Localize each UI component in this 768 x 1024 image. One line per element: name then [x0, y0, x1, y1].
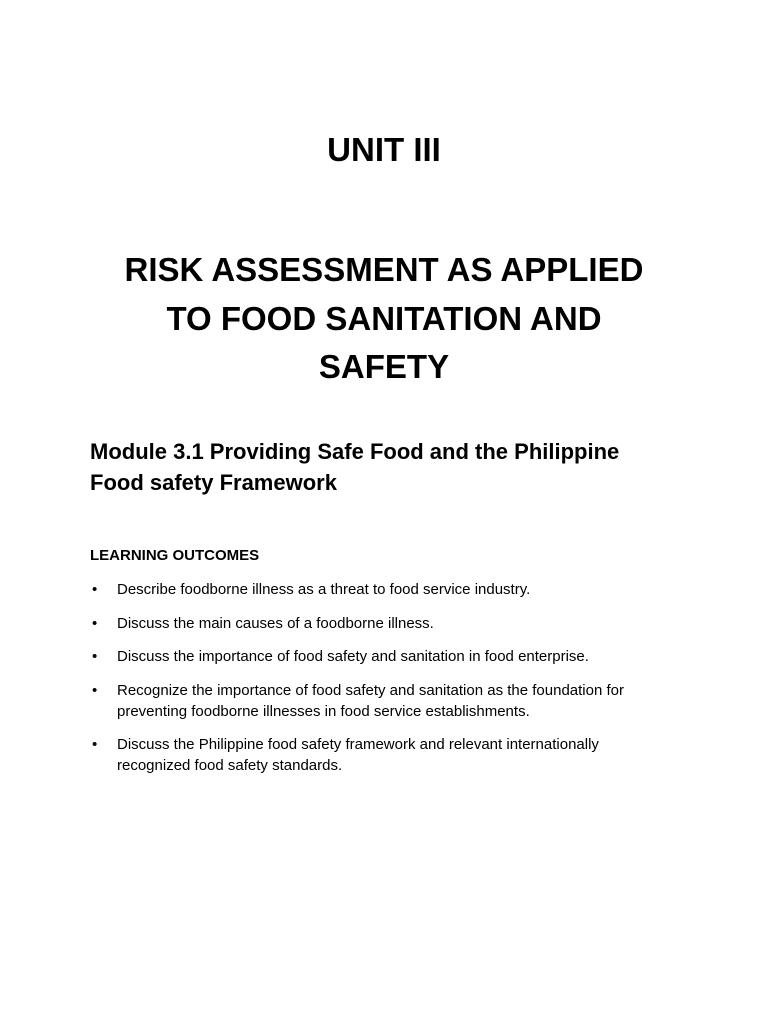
outcome-text-line: Recognize the importance of food safety and sanitation as the foundation for [117, 681, 624, 699]
main-title-line: RISK ASSESSMENT AS APPLIED [124, 251, 644, 288]
main-title-line: TO FOOD SANITATION AND [166, 299, 602, 337]
bullet-icon: • [92, 648, 98, 665]
learning-outcome-item [90, 734, 650, 776]
main-title-line: SAFETY [318, 348, 450, 385]
outcome-text-line: recognized food safety standards. [117, 757, 343, 774]
outcome-text-line: Discuss the importance of food safety and sanitation in food enterprise. [117, 648, 589, 665]
outcome-text-line: Describe foodborne illness as a threat to food service industry. [117, 581, 531, 598]
module-title-line: Module 3.1 Providing Safe Food and the Philippine [90, 439, 620, 464]
learning-outcomes-list [90, 579, 650, 789]
learning-outcome-item [90, 680, 650, 722]
module-title-line: Food safety Framework [90, 470, 337, 495]
bullet-icon: • [92, 681, 98, 699]
module-title [90, 436, 690, 498]
bullet-icon: • [92, 736, 98, 753]
main-title [84, 246, 684, 392]
learning-outcomes-heading: LEARNING OUTCOMES [90, 547, 260, 564]
learning-outcome-item [90, 613, 650, 634]
unit-title: UNIT III [327, 131, 441, 168]
outcome-text-line: Discuss the main causes of a foodborne illness. [117, 614, 434, 632]
bullet-icon: • [92, 581, 98, 598]
learning-outcome-item [90, 646, 650, 667]
outcome-text-line: Discuss the Philippine food safety framework and relevant internationally [117, 736, 599, 753]
outcome-text-line: preventing foodborne illnesses in food service establishments. [117, 702, 530, 720]
learning-outcome-item [90, 579, 650, 600]
bullet-icon: • [92, 614, 98, 632]
